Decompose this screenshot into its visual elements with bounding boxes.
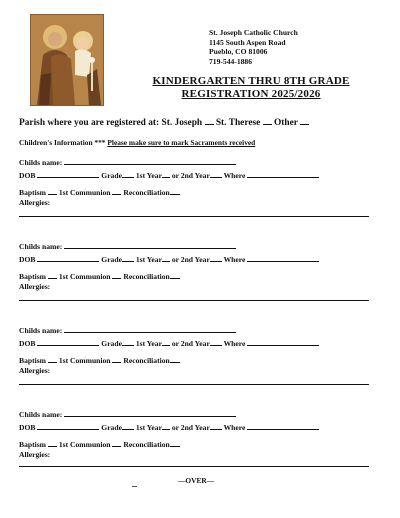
dob-label: DOB: [19, 171, 36, 180]
dob-field[interactable]: [37, 169, 99, 178]
where-field[interactable]: [247, 421, 319, 430]
grade-field[interactable]: [122, 337, 134, 346]
grade-label: Grade: [101, 339, 122, 348]
grade-field[interactable]: [122, 169, 134, 178]
second-year-label: or 2nd Year: [171, 255, 210, 264]
section-divider: [19, 300, 369, 301]
childs-name-row: [19, 324, 236, 335]
childs-name-row: [19, 240, 236, 251]
reconciliation-label: Reconciliation: [123, 272, 170, 281]
first-year-blank[interactable]: [162, 169, 170, 178]
first-communion-label: 1st Communion: [58, 356, 111, 365]
allergies-row: [19, 282, 50, 291]
parish-option-other: Other: [273, 118, 298, 128]
first-communion-label: 1st Communion: [58, 272, 111, 281]
second-year-label: or 2nd Year: [171, 339, 210, 348]
dob-grade-row: [19, 337, 319, 348]
dob-label: DOB: [19, 339, 36, 348]
second-year-label: or 2nd Year: [171, 171, 210, 180]
section-divider: [19, 216, 369, 217]
st-joseph-image: [30, 14, 104, 106]
first-communion-blank[interactable]: [112, 354, 121, 363]
reconciliation-blank[interactable]: [170, 438, 180, 447]
church-name: St. Joseph Catholic Church: [209, 28, 298, 37]
childs-name-field[interactable]: [64, 156, 236, 165]
allergies-label: Allergies:: [19, 282, 51, 291]
church-street: 1145 South Aspen Road: [209, 37, 286, 47]
allergies-label: Allergies:: [19, 366, 51, 375]
children-information-heading: [19, 138, 255, 147]
second-year-blank[interactable]: [210, 337, 222, 346]
first-year-blank[interactable]: [162, 253, 170, 262]
parish-label: Parish where you are registered at:: [19, 118, 160, 128]
dob-grade-row: [19, 421, 319, 432]
form-title-line1: KINDERGARTEN THRU 8TH GRADE: [152, 75, 350, 87]
grade-field[interactable]: [122, 253, 134, 262]
second-year-blank[interactable]: [210, 253, 222, 262]
childs-name-label: Childs name:: [19, 242, 63, 251]
baptism-blank[interactable]: [48, 354, 57, 363]
church-city: Pueblo, CO 81006: [209, 47, 268, 57]
childs-name-row: [19, 408, 236, 419]
second-year-blank[interactable]: [210, 421, 222, 430]
church-address-block: [209, 28, 298, 66]
form-title-line2: REGISTRATION 2025/2026: [181, 88, 321, 100]
sacraments-row: [19, 186, 180, 197]
grade-field[interactable]: [122, 421, 134, 430]
first-communion-blank[interactable]: [112, 270, 121, 279]
parish-option-st-therese: St. Therese: [215, 118, 261, 128]
baptism-blank[interactable]: [48, 186, 57, 195]
where-label: Where: [223, 339, 246, 348]
parish-st-joseph-blank[interactable]: [205, 116, 214, 125]
allergies-row: [19, 198, 50, 207]
dob-field[interactable]: [37, 421, 99, 430]
allergies-row: [19, 366, 50, 375]
first-year-label: 1st Year: [135, 255, 162, 264]
first-year-blank[interactable]: [162, 421, 170, 430]
dob-grade-row: [19, 253, 319, 264]
grade-label: Grade: [101, 423, 122, 432]
section-divider: [19, 466, 369, 467]
sacraments-instruction: Please make sure to mark Sacraments received: [107, 138, 256, 147]
sacraments-row: [19, 438, 180, 449]
where-field[interactable]: [247, 337, 319, 346]
parish-st-therese-blank[interactable]: [263, 116, 272, 125]
childs-name-field[interactable]: [64, 408, 236, 417]
dob-field[interactable]: [37, 337, 99, 346]
church-phone: 719-544-1886: [209, 56, 253, 66]
section-divider: [19, 384, 369, 385]
first-communion-label: 1st Communion: [58, 188, 111, 197]
first-year-blank[interactable]: [162, 337, 170, 346]
childs-name-label: Childs name:: [19, 158, 63, 167]
parish-question: [19, 116, 309, 128]
where-field[interactable]: [247, 169, 319, 178]
children-info-prefix: Children's Information ***: [19, 138, 106, 147]
allergies-row: [19, 450, 50, 459]
first-year-label: 1st Year: [135, 339, 162, 348]
parish-other-blank[interactable]: [300, 116, 309, 125]
reconciliation-blank[interactable]: [170, 354, 180, 363]
where-label: Where: [223, 423, 246, 432]
allergies-label: Allergies:: [19, 450, 51, 459]
dob-label: DOB: [19, 423, 36, 432]
baptism-label: Baptism: [19, 188, 47, 197]
baptism-label: Baptism: [19, 272, 47, 281]
childs-name-field[interactable]: [64, 240, 236, 249]
baptism-blank[interactable]: [48, 438, 57, 447]
childs-name-label: Childs name:: [19, 326, 63, 335]
stray-mark: [132, 486, 137, 487]
second-year-blank[interactable]: [210, 169, 222, 178]
grade-label: Grade: [101, 255, 122, 264]
reconciliation-label: Reconciliation: [123, 188, 170, 197]
grade-label: Grade: [101, 171, 122, 180]
where-label: Where: [223, 171, 246, 180]
first-communion-blank[interactable]: [112, 186, 121, 195]
dob-field[interactable]: [37, 253, 99, 262]
baptism-blank[interactable]: [48, 270, 57, 279]
where-field[interactable]: [247, 253, 319, 262]
allergies-label: Allergies:: [19, 198, 51, 207]
reconciliation-blank[interactable]: [170, 270, 180, 279]
st-joseph-with-child-illustration: [31, 15, 103, 105]
dob-grade-row: [19, 169, 319, 180]
baptism-label: Baptism: [19, 356, 47, 365]
parish-option-st-joseph: St. Joseph: [161, 118, 203, 128]
reconciliation-label: Reconciliation: [123, 440, 170, 449]
first-communion-label: 1st Communion: [58, 440, 111, 449]
reconciliation-blank[interactable]: [170, 186, 180, 195]
childs-name-field[interactable]: [64, 324, 236, 333]
sacraments-row: [19, 270, 180, 281]
reconciliation-label: Reconciliation: [123, 356, 170, 365]
over-footer: —OVER—: [178, 476, 215, 485]
childs-name-row: [19, 156, 236, 167]
first-year-label: 1st Year: [135, 171, 162, 180]
childs-name-label: Childs name:: [19, 410, 63, 419]
baptism-label: Baptism: [19, 440, 47, 449]
dob-label: DOB: [19, 255, 36, 264]
second-year-label: or 2nd Year: [171, 423, 210, 432]
first-year-label: 1st Year: [135, 423, 162, 432]
sacraments-row: [19, 354, 180, 365]
where-label: Where: [223, 255, 246, 264]
first-communion-blank[interactable]: [112, 438, 121, 447]
